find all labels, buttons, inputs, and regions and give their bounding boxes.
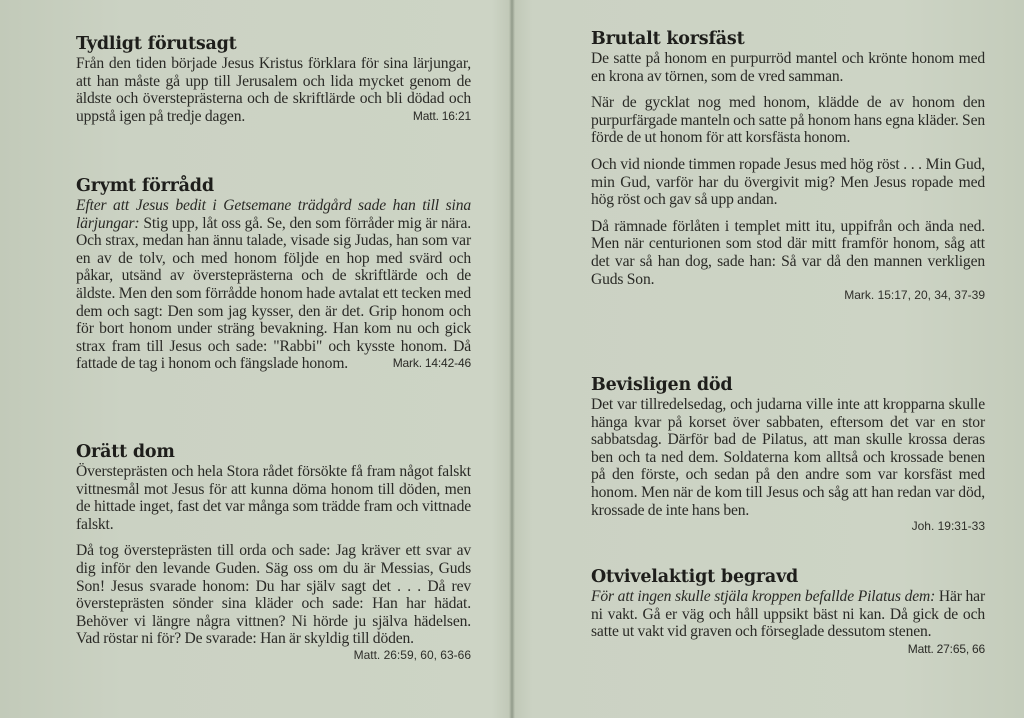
section-title: Grymt förrådd (76, 176, 214, 196)
paragraph: Stig upp, låt oss gå. Se, den som förråder mig är nära. Och strax, medan han ännu talade, visade sig Judas, han som var en av de tolv, och med honom följde en hop med svärd och påkar, utsänd av översteprästerna och de skriftlärde och de äldste. Men den som förrådde honom hade avtalat ett tecken med dem och sagt: Den som jag kysser, den är det. Grip honom och för bort honom under sträng bevakning. Han kom nu och gick strax fram till Jesus och sade: "Rabbi" och kysste honom. Då fattade de tag i honom och fängslade honom. (76, 214, 471, 373)
section-title: Orätt dom (76, 442, 175, 462)
section-text (76, 55, 471, 125)
section-bevisligen-dod (591, 375, 985, 534)
section-title: Bevisligen död (591, 375, 733, 395)
section-brutalt-korsfast (591, 29, 985, 303)
section-grymt-forradd (76, 176, 471, 373)
section-oratt-dom (76, 442, 471, 663)
section-tydligt-forutsagt (76, 34, 471, 125)
section-otvivelaktigt-begravd (591, 567, 985, 658)
section-title: Brutalt korsfäst (591, 29, 745, 49)
paragraph: Då tog översteprästen till orda och sade: Jag kräver ett svar av dig inför den levande Guden. Säg oss om du är Messias, Guds Son! Jesus svarade honom: Du har själv sagt det . . . Då rev översteprästen sönder sina kläder och sade: Han har hädat. Behöver vi längre några vittnen? Ni hörde ju själva hädelsen. Vad röstar ni för? De svarade: Han är skyldig till döden. (76, 542, 471, 648)
scripture-reference: Mark. 15:17, 20, 34, 37-39 (844, 288, 985, 303)
section-title: Otvivelaktigt begravd (591, 567, 799, 587)
scripture-reference: Matt. 27:65, 66 (907, 641, 985, 656)
scripture-reference: Matt. 26:59, 60, 63-66 (353, 647, 471, 662)
section-text (76, 197, 471, 373)
section-title: Tydligt förutsagt (76, 34, 237, 54)
paragraph: Översteprästen och hela Stora rådet försökte få fram något falskt vittnesmål mot Jesus för att kunna döma honom till döden, men de hittade inget, fast det var många som trädde fram och vittnade falskt. (76, 463, 471, 533)
paragraph: Här har ni vakt. Gå er väg och håll uppsikt bäst ni kan. Då gick de och satte ut vakt vid graven och förseglade dessutom stenen. (591, 588, 985, 641)
paragraph: De satte på honom en purpurröd mantel och krönte honom med en krona av törnen, som de vred samman. (591, 50, 985, 85)
section-text (591, 588, 985, 656)
right-page (512, 0, 1024, 718)
paragraph: Och vid nionde timmen ropade Jesus med hög röst . . . Min Gud, min Gud, varför har du övergivit mig? Men Jesus ropade med hög röst och gav så upp andan. (591, 155, 985, 209)
italic-intro: För att ingen skulle stjäla kroppen befallde Pilatus dem: (591, 588, 936, 605)
paragraph: Det var tillredelsedag, och judarna ville inte att kropparna skulle hänga kvar på korset över sabbaten, eftersom det var en stor sabbatsdag. Därför bad de Pilatus, att man skulle krossa deras ben och ta ned dem. Soldaterna kom alltså och krossade benen på den förste, och sedan på den andre som var korsfäst med honom. Men när de kom till Jesus och såg att han redan var död, krossade de inte hans ben. (591, 396, 985, 519)
paragraph: Från den tiden började Jesus Kristus förklara för sina lärjungar, att han måste gå upp till Jerusalem och lida mycket genom de äldste och översteprästerna och de skriftlärde och bli dödad och uppstå igen på tredje dagen. (76, 55, 471, 125)
paragraph: Då rämnade förlåten i templet mitt itu, uppifrån och ända ned. Men när centurionen som stod där mitt framför honom, såg att det var så han dog, sade han: Så var då den mannen verkligen Guds Son. (591, 217, 985, 288)
scripture-reference: Joh. 19:31-33 (911, 519, 985, 534)
scripture-reference: Mark. 14:42-46 (392, 356, 471, 371)
paragraph: När de gycklat nog med honom, klädde de av honom den purpurfärgade manteln och satte på honom hans egna kläder. Sen förde de ut honom för att korsfästa honom. (591, 94, 985, 147)
scripture-reference: Matt. 16:21 (412, 108, 471, 123)
italic-intro: Efter att Jesus bedit i Getsemane trädgård sade han till sina lärjungar: (76, 197, 471, 232)
